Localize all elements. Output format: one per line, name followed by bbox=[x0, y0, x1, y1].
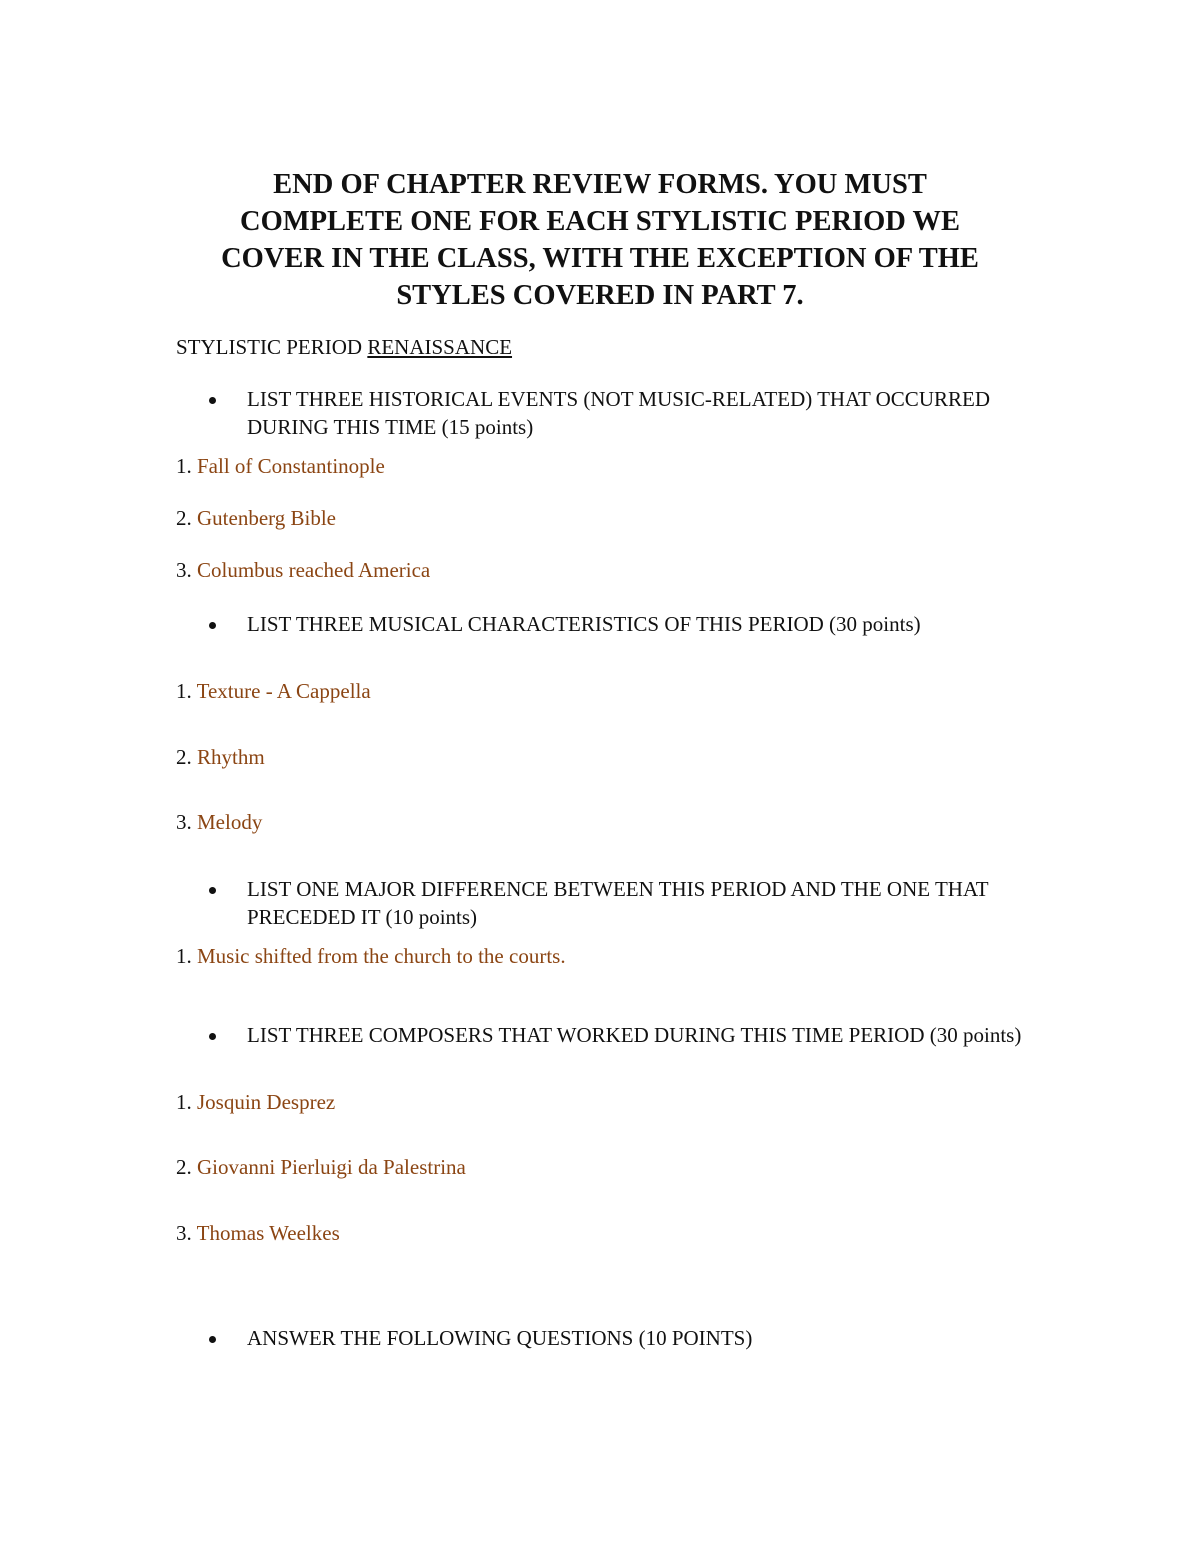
answer-item bbox=[176, 504, 336, 532]
answer-number: 3. bbox=[176, 558, 192, 582]
answer-text: Thomas Weelkes bbox=[196, 1221, 340, 1245]
answer-item bbox=[176, 743, 265, 771]
answer-item bbox=[176, 556, 430, 584]
answer-text: Rhythm bbox=[197, 745, 265, 769]
answer-text: Gutenberg Bible bbox=[197, 506, 337, 530]
answer-item bbox=[176, 942, 566, 970]
answer-item bbox=[176, 1153, 466, 1181]
answer-number: 2. bbox=[176, 745, 192, 769]
bullet-icon bbox=[209, 397, 216, 404]
answer-item bbox=[176, 1219, 340, 1247]
prompt-text: LIST ONE MAJOR DIFFERENCE BETWEEN THIS PERIOD AND THE ONE THAT PRECEDED IT (10 points) bbox=[247, 877, 989, 929]
answer-text: Texture - A Cappella bbox=[196, 679, 371, 703]
stylistic-period-line bbox=[176, 333, 512, 361]
title-line: END OF CHAPTER REVIEW FORMS. YOU MUST bbox=[273, 169, 927, 200]
answer-text: Columbus reached America bbox=[197, 558, 431, 582]
answer-number: 1. bbox=[176, 679, 192, 703]
bullet-icon bbox=[209, 1033, 216, 1040]
answer-item bbox=[176, 1088, 335, 1116]
bullet-icon bbox=[209, 1336, 216, 1343]
answer-item bbox=[176, 808, 262, 836]
answer-text: Fall of Constantinople bbox=[197, 454, 385, 478]
answer-number: 1. bbox=[176, 944, 192, 968]
title-line: STYLES COVERED IN PART 7. bbox=[396, 280, 804, 311]
answer-text: Music shifted from the church to the courts. bbox=[197, 944, 566, 968]
answer-number: 3. bbox=[176, 810, 192, 834]
prompt-text: LIST THREE COMPOSERS THAT WORKED DURING THIS TIME PERIOD (30 points) bbox=[247, 1023, 1022, 1047]
answer-number: 1. bbox=[176, 454, 192, 478]
answer-number: 3. bbox=[176, 1221, 192, 1245]
answer-item bbox=[176, 452, 385, 480]
prompt-text: LIST THREE HISTORICAL EVENTS (NOT MUSIC-RELATED) THAT OCCURRED DURING THIS TIME (15 points) bbox=[247, 387, 990, 439]
answer-text: Melody bbox=[197, 810, 263, 834]
stylistic-period-label: STYLISTIC PERIOD bbox=[176, 335, 368, 359]
prompt-text: ANSWER THE FOLLOWING QUESTIONS (10 POINTS) bbox=[247, 1326, 753, 1350]
answer-text: Josquin Desprez bbox=[197, 1090, 336, 1114]
answer-number: 2. bbox=[176, 506, 192, 530]
prompt-text: LIST THREE MUSICAL CHARACTERISTICS OF THIS PERIOD (30 points) bbox=[247, 612, 921, 636]
title-line: COVER IN THE CLASS, WITH THE EXCEPTION OF THE bbox=[221, 243, 979, 274]
answer-item bbox=[176, 677, 371, 705]
page-title bbox=[150, 166, 1050, 314]
answer-text: Giovanni Pierluigi da Palestrina bbox=[197, 1155, 466, 1179]
bullet-icon bbox=[209, 622, 216, 629]
title-line: COMPLETE ONE FOR EACH STYLISTIC PERIOD WE bbox=[239, 206, 960, 237]
answer-number: 1. bbox=[176, 1090, 192, 1114]
bullet-icon bbox=[209, 887, 216, 894]
stylistic-period-value: RENAISSANCE bbox=[367, 335, 513, 359]
answer-number: 2. bbox=[176, 1155, 192, 1179]
